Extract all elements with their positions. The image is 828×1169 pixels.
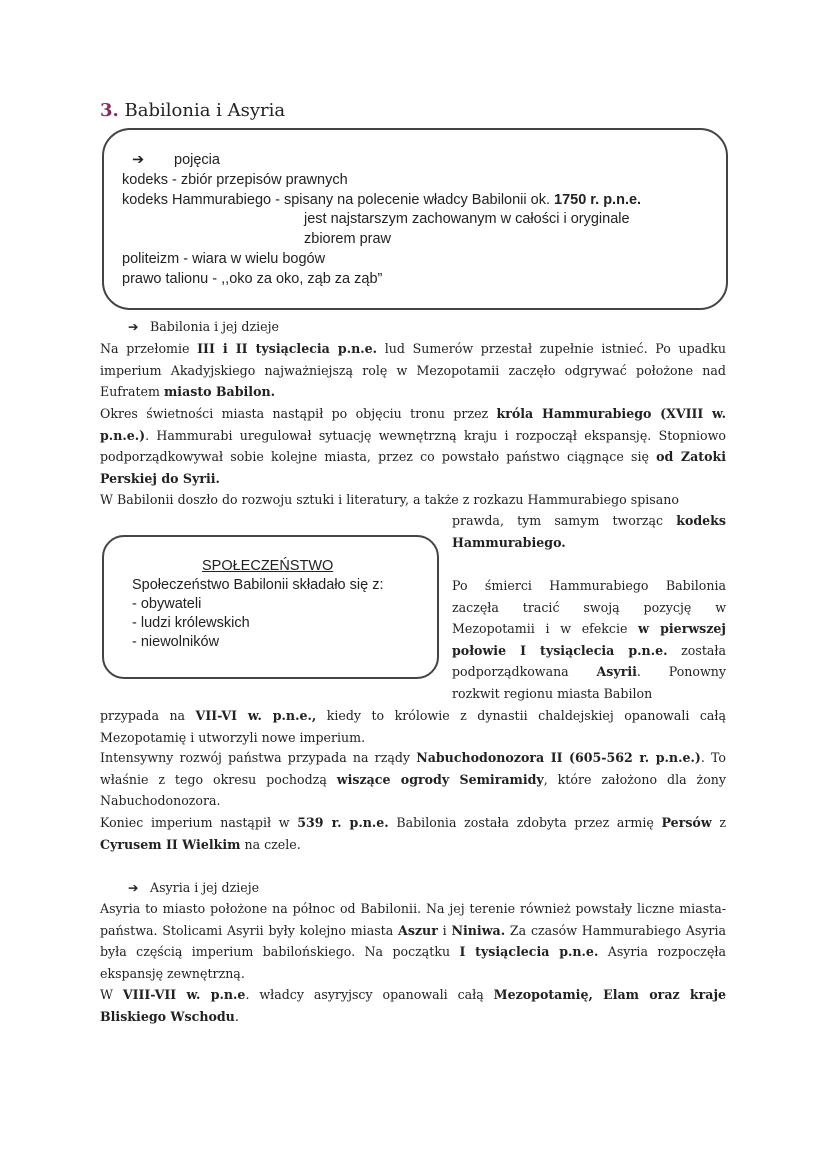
society-item: - obywateli: [132, 596, 202, 612]
arrow-right-icon: ➔: [128, 319, 139, 334]
paragraph-babilonia-1: Na przełomie III i II tysiąclecia p.n.e. lud Sumerów przestał zupełnie istnieć. Po upadku imperium Akadyjskiego najważniejszą rolę w Mezopotamii zaczęło odgrywać położone nad Eufratem miasto Babilon.: [100, 341, 726, 400]
paragraph-babilonia-2: Okres świetności miasta nastąpił po objęciu tronu przez króla Hammurabiego (XVIII w. p.n.e.). Hammurabi uregulował sytuację wewnętrzną kraju i rozpoczął ekspansję. Stopniowo podporządkowywał sobie kolejne miasta, przez co powstało państwo ciągnące się od Zatoki Perskiej do Syrii.: [100, 406, 727, 486]
term-politeizm: politeizm - wiara w wielu bogów: [122, 251, 326, 267]
term-kodeks-continuation-1: jest najstarszym zachowanym w całości i oryginale: [304, 211, 630, 227]
term-kodeks: kodeks - zbiór przepisów prawnych: [122, 172, 348, 188]
section-number: 3.: [100, 100, 119, 121]
paragraph-babilonia-4-continued: przypada na VII-VI w. p.n.e., kiedy to królowie z dynastii chaldejskiej opanowali całą Mezopotamię i utworzyli nowe imperium.: [100, 708, 727, 745]
society-item: - niewolników: [132, 634, 220, 650]
paragraph-babilonia-4: Po śmierci Hammurabiego Babilonia zaczęła tracić swoją pozycję w Mezopotamii i w efekcie w pierwszej połowie I tysiąclecia p.n.e. została podporządkowana Asyrii. Ponowny rozkwit regionu miasta Babilon: [452, 578, 726, 701]
arrow-right-icon: ➔: [132, 152, 145, 168]
paragraph-babilonia-6: Koniec imperium nastąpił w 539 r. p.n.e. Babilonia została zdobyta przez armię Persów z Cyrusem II Wielkim na czele.: [100, 815, 726, 852]
page-title: [100, 100, 285, 121]
paragraph-babilonia-3-continued: prawda, tym samym tworząc kodeks Hammurabiego.: [452, 513, 726, 550]
section-heading-asyria: ➔ Asyria i jej dzieje: [128, 877, 259, 899]
society-title: SPOŁECZEŃSTWO: [202, 558, 334, 574]
term-kodeks-continuation-2: zbiorem praw: [304, 231, 392, 247]
term-kodeks-hammurabiego: kodeks Hammurabiego - spisany na polecenie władcy Babilonii ok. 1750 r. p.n.e.: [122, 192, 642, 208]
arrow-right-icon: ➔: [128, 880, 139, 895]
paragraph-babilonia-5: Intensywny rozwój państwa przypada na rządy Nabuchodonozora II (605-562 r. p.n.e.). To właśnie z tego okresu pochodzą wiszące ogrody Semiramidy, które założono dla żony Nabuchodonozora.: [100, 750, 726, 809]
paragraph-asyria-2: W VIII-VII w. p.n.e. władcy asyryjscy opanowali całą Mezopotamię, Elam oraz kraje Bliskiego Wschodu.: [100, 987, 727, 1024]
society-intro: Społeczeństwo Babilonii składało się z:: [132, 577, 384, 593]
term-prawo-talionu: prawo talionu - ,,oko za oko, ząb za ząb”: [122, 271, 383, 287]
section-title: Babilonia i Asyria: [124, 100, 286, 121]
paragraph-babilonia-3: W Babilonii doszło do rozwoju sztuki i literatury, a także z rozkazu Hammurabiego spisano: [100, 492, 679, 507]
society-item: - ludzi królewskich: [132, 615, 250, 631]
terms-heading: ➔ pojęcia: [132, 152, 220, 168]
section-heading-babilonia: ➔ Babilonia i jej dzieje: [128, 316, 279, 338]
paragraph-asyria-1: Asyria to miasto położone na północ od Babilonii. Na jej terenie również powstały liczne miasta-państwa. Stolicami Asyrii były kolejno miasta Aszur i Niniwa. Za czasów Hammurabiego Asyria była częścią imperium babilońskiego. Na początku I tysiąclecia p.n.e. Asyria rozpoczęła ekspansję zewnętrzną.: [100, 901, 726, 981]
